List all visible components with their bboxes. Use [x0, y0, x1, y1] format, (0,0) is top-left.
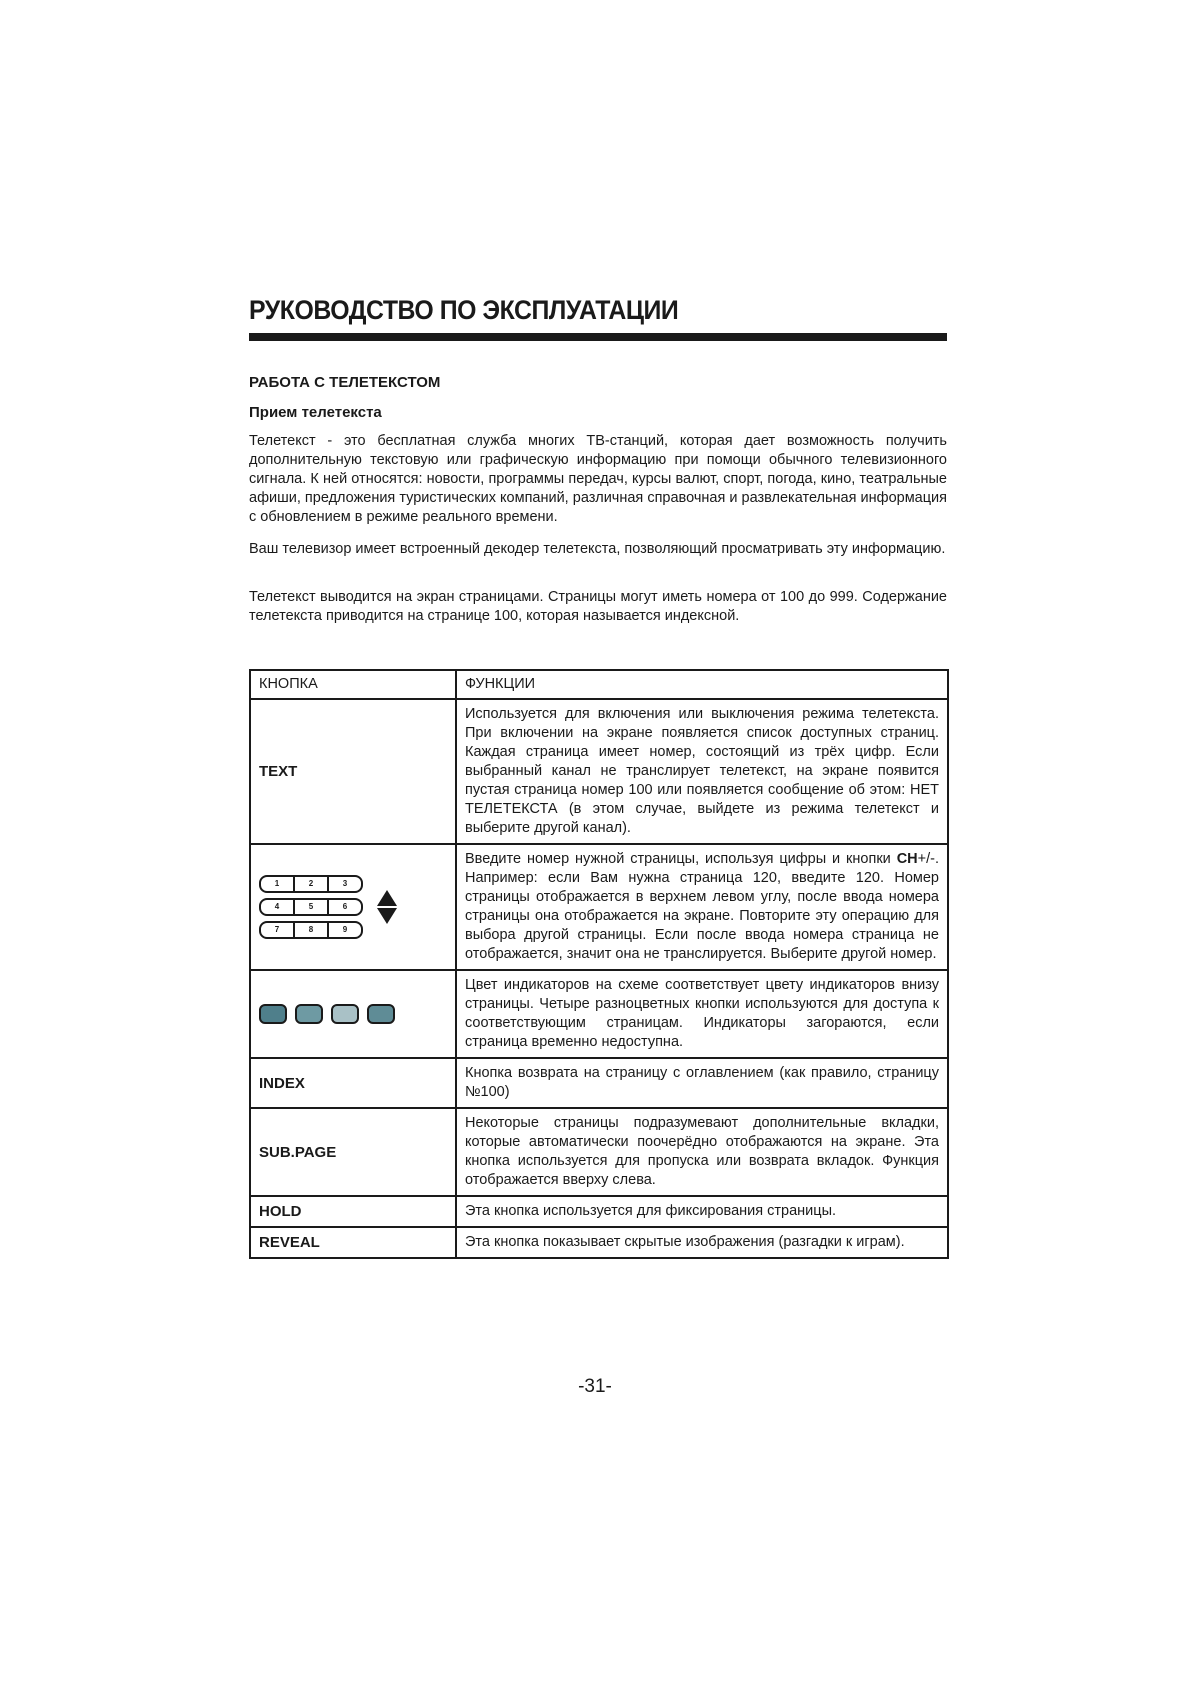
digit-key: 5: [295, 900, 329, 914]
color-key: [295, 1004, 323, 1024]
digit-key: 3: [342, 879, 348, 888]
digit-key: 7: [261, 923, 295, 937]
table-row: [250, 1058, 948, 1108]
button-name-text: TEXT: [250, 699, 456, 844]
table-row: [250, 699, 948, 844]
button-name-subpage: SUB.PAGE: [250, 1108, 456, 1196]
table-row: [250, 970, 948, 1058]
column-header-button: КНОПКА: [250, 670, 456, 699]
table-row: [250, 1227, 948, 1258]
table-row: [250, 1196, 948, 1227]
color-keys-cell: [250, 970, 456, 1058]
digit-key: 1: [261, 877, 295, 891]
page-title: РУКОВОДСТВО ПО ЭКСПЛУАТАЦИИ: [249, 295, 679, 325]
decoder-paragraph: Ваш телевизор имеет встроенный декодер телетекста, позволяющий просматривать эту информацию.: [249, 541, 946, 557]
digit-key: 4: [261, 900, 295, 914]
keypad-illustration-cell: [250, 844, 456, 970]
button-name-hold: HOLD: [250, 1196, 456, 1227]
keypad-row: [259, 898, 363, 916]
section-title: РАБОТА С ТЕЛЕТЕКСТОМ: [249, 374, 441, 391]
table-row: [250, 844, 948, 970]
function-description: [456, 844, 948, 970]
pages-paragraph: Телетекст выводится на экран страницами. Страницы могут иметь номера от 100 до 999. Содержание телетекста приводится на странице 100, которая называется индексной.: [249, 589, 947, 624]
color-key: [259, 1004, 287, 1024]
digit-key: 2: [295, 877, 329, 891]
page-number: -31-: [578, 1376, 612, 1397]
function-text-post: +/-. Например: если Вам нужна страница 120, введите 120. Номер страницы отображается в верхнем левом углу, после ввода номера страницы она отображается на экране. Повторите эту операцию для выбора другой страницы. Если после ввода номера страница не отображается, значит она не транслируется. Выберите другой номер.: [465, 851, 939, 962]
function-description: Кнопка возврата на страницу с оглавлением (как правило, страницу №100): [456, 1058, 948, 1108]
table-row: [250, 1108, 948, 1196]
color-key: [331, 1004, 359, 1024]
button-name-index: INDEX: [250, 1058, 456, 1108]
channel-arrows: [377, 890, 397, 924]
title-rule: [249, 333, 947, 341]
section-subtitle: Прием телетекста: [249, 404, 382, 421]
keypad-row: [259, 921, 363, 939]
ch-button-label: CH: [896, 851, 918, 867]
triangle-down-icon: [377, 908, 397, 924]
function-text-pre: Введите номер нужной страницы, используя цифры и кнопки: [465, 851, 897, 867]
function-description: Некоторые страницы подразумевают дополнительные вкладки, которые автоматически поочерёдно отображаются на экране. Эта кнопка используется для пропуска или возврата вкладок. Функция отображается вверху слева.: [456, 1108, 948, 1196]
table-header-row: [250, 670, 948, 699]
color-key: [367, 1004, 395, 1024]
function-description: Используется для включения или выключения режима телетекста. При включении на экране появляется список доступных страниц. Каждая страница имеет номер, состоящий из трёх цифр. Если выбранный канал не транслирует телетекст, на экране появится пустая страница номер 100 или появляется сообщение об этом: НЕТ ТЕЛЕТЕКСТА (в этом случае, выйдете из режима телетекст и выберите другой канал).: [456, 699, 948, 844]
function-description: Цвет индикаторов на схеме соответствует цвету индикаторов внизу страницы. Четыре разноцветных кнопки используются для доступа к соответствующим страницам. Индикаторы загораются, если страница временно недоступна.: [456, 970, 948, 1058]
triangle-up-icon: [377, 890, 397, 906]
function-description: Эта кнопка используется для фиксирования страницы.: [456, 1196, 948, 1227]
color-keys-illustration: [259, 1004, 447, 1024]
teletext-functions-table: [249, 669, 949, 1259]
digit-key: 6: [342, 902, 348, 911]
button-name-reveal: REVEAL: [250, 1227, 456, 1258]
column-header-functions: ФУНКЦИИ: [456, 670, 948, 699]
intro-paragraph: Телетекст - это бесплатная служба многих ТВ-станций, которая дает возможность получить дополнительную текстовую или графическую информацию при помощи обычного телевизионного сигнала. К ней относятся: новости, программы передач, курсы валют, спорт, погода, кино, театральные афиши, предложения туристических компаний, различная справочная и развлекательная информация с обновлением в режиме реального времени.: [249, 433, 947, 525]
digit-key: 8: [295, 923, 329, 937]
function-description: Эта кнопка показывает скрытые изображения (разгадки к играм).: [456, 1227, 948, 1258]
keypad-illustration: [259, 875, 447, 939]
keypad-row: [259, 875, 363, 893]
digit-key: 9: [342, 925, 348, 934]
